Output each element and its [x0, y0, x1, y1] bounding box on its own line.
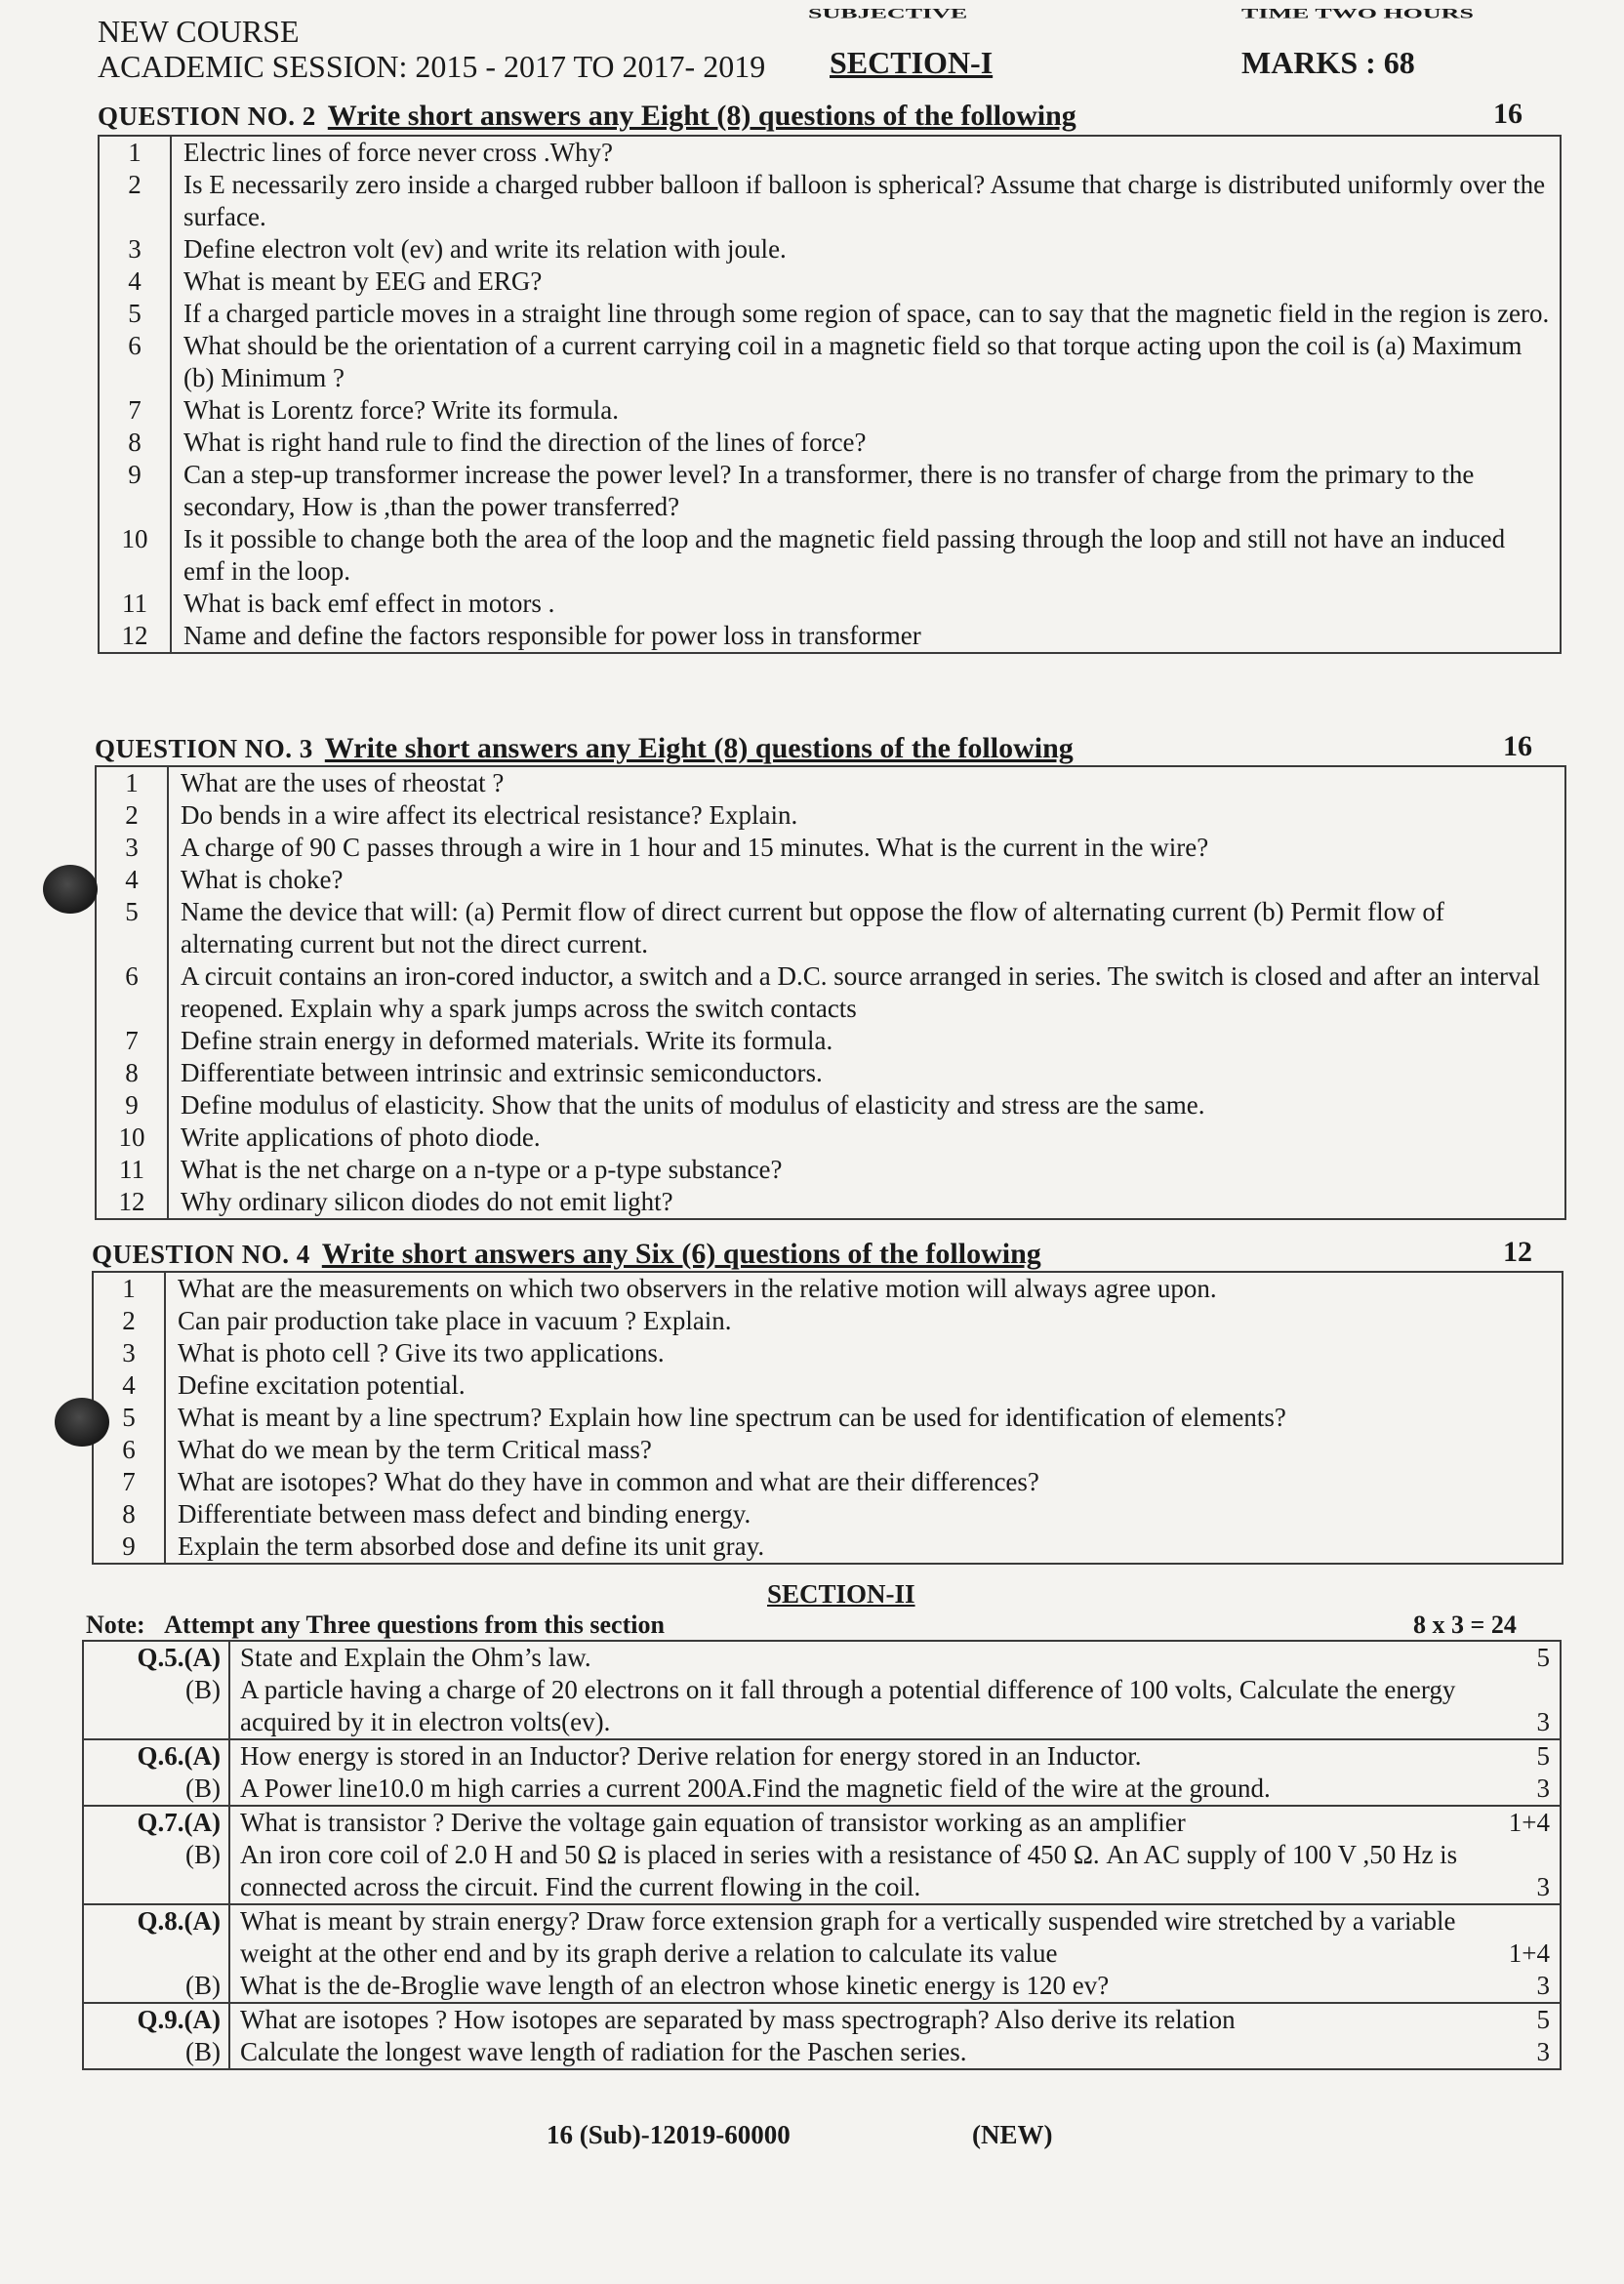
long-question-marks: 3: [1536, 1707, 1550, 1736]
question-text: Define excitation potential.: [178, 1370, 466, 1400]
question-row: [96, 1089, 1565, 1122]
q4-title: Write short answers any Six (6) questions of the following: [321, 1238, 1041, 1270]
question-number: 3: [93, 1337, 165, 1369]
question-number: 6: [96, 960, 168, 1025]
time-label: TIME TWO HOURS: [1241, 5, 1474, 21]
section2-note: [86, 1611, 665, 1640]
long-question-text: An iron core coil of 2.0 H and 50 Ω is placed in series with a resistance of 450 Ω. An AC supply of 100 V ,50 Hz is connected across the circuit. Find the current flowing in the coil.: [240, 1840, 1458, 1901]
question-text: Can pair production take place in vacuum ? Explain.: [178, 1306, 732, 1335]
question-text: A circuit contains an iron-cored inductor, a switch and a D.C. source arranged in series. The switch is closed and after an interval reopened. Explain why a spark jumps across the switch contacts: [181, 961, 1540, 1023]
question-row: [99, 298, 1561, 330]
question-row: [93, 1530, 1563, 1564]
question-number: 2: [99, 169, 171, 233]
question-number: 7: [99, 394, 171, 427]
question-text: Name the device that will: (a) Permit flow of direct current but oppose the flow of alternating current (b) Permit flow of alternating current but not the direct current.: [181, 897, 1444, 958]
question-row: [99, 620, 1561, 653]
question-row: [99, 169, 1561, 233]
q3-question-table: [95, 765, 1566, 1220]
question-text: Differentiate between intrinsic and extrinsic semiconductors.: [181, 1058, 823, 1087]
long-question-row: [83, 1970, 1561, 2003]
question-row: [96, 1186, 1565, 1219]
question-text: Write applications of photo diode.: [181, 1122, 541, 1152]
question-number: 9: [99, 459, 171, 523]
long-question-marks: 5: [1501, 1641, 1561, 1674]
long-question-label: (B): [83, 1773, 229, 1806]
question-text: Differentiate between mass defect and binding energy.: [178, 1499, 751, 1529]
question-number: 3: [96, 832, 168, 864]
long-question-row: [83, 2036, 1561, 2069]
long-question-label: (B): [83, 1839, 229, 1904]
question-text: What are the measurements on which two observers in the relative motion will always agree upon.: [178, 1274, 1217, 1303]
question-number: 9: [96, 1089, 168, 1122]
question-text: Can a step-up transformer increase the power level? In a transformer, there is no transfer of charge from the primary to the secondary, How is ,than the power transferred?: [183, 460, 1475, 521]
question-number: 2: [93, 1305, 165, 1337]
question-text: What are the uses of rheostat ?: [181, 768, 505, 797]
q2-marks: 16: [1493, 98, 1522, 130]
footer-code: 16 (Sub)-12019-60000: [547, 2120, 791, 2149]
question-number: 7: [93, 1466, 165, 1498]
question-row: [93, 1498, 1563, 1530]
long-question-marks: 1+4: [1501, 1904, 1561, 1970]
long-question-row: [83, 1839, 1561, 1904]
question-row: [93, 1305, 1563, 1337]
question-text: Define electron volt (ev) and write its relation with joule.: [183, 234, 787, 264]
question-row: [96, 896, 1565, 960]
question-number: 7: [96, 1025, 168, 1057]
q2-title: Write short answers any Eight (8) questions of the following: [327, 100, 1076, 132]
q3-title: Write short answers any Eight (8) questions of the following: [324, 732, 1074, 764]
question-text: Name and define the factors responsible for power loss in transformer: [183, 621, 921, 650]
q4-question-table: [92, 1271, 1563, 1565]
question-row: [99, 330, 1561, 394]
question-text: What do we mean by the term Critical mass?: [178, 1435, 652, 1464]
question-row: [93, 1466, 1563, 1498]
long-question-text: State and Explain the Ohm’s law.: [229, 1641, 1501, 1674]
long-question-text: A Power line10.0 m high carries a current 200A.Find the magnetic field of the wire at the ground.: [240, 1774, 1271, 1803]
question-text: What should be the orientation of a current carrying coil in a magnetic field so that torque acting upon the coil is (a) Maximum (b) Minimum ?: [183, 331, 1522, 392]
question-number: 6: [93, 1434, 165, 1466]
question-text: Is E necessarily zero inside a charged rubber balloon if balloon is spherical? Assume that charge is distributed uniformly over the surface.: [183, 170, 1546, 231]
question-text: What is photo cell ? Give its two applications.: [178, 1338, 665, 1367]
question-text: What is Lorentz force? Write its formula.: [183, 395, 619, 425]
question-text: What is the net charge on a n-type or a p-type substance?: [181, 1155, 783, 1184]
question-row: [99, 265, 1561, 298]
question-row: [96, 766, 1565, 799]
long-question-label: Q.9.(A): [83, 2003, 229, 2036]
question-number: 8: [96, 1057, 168, 1089]
long-question-text: What is meant by strain energy? Draw force extension graph for a vertically suspended wire stretched by a variable weight at the other end and by its graph derive a relation to calculate its value: [229, 1904, 1501, 1970]
long-question-marks: 5: [1501, 2003, 1561, 2036]
long-question-label: Q.8.(A): [83, 1904, 229, 1970]
question-row: [96, 960, 1565, 1025]
long-question-row: [83, 2003, 1561, 2036]
question-number: 4: [99, 265, 171, 298]
session-label: ACADEMIC SESSION: 2015 - 2017 TO 2017- 2019: [98, 49, 766, 84]
section2-marks: 8 x 3 = 24: [1413, 1611, 1517, 1639]
note-label: Note:: [86, 1611, 145, 1639]
q4-heading: [92, 1238, 1041, 1271]
question-number: 5: [96, 896, 168, 960]
long-question-row: [83, 1641, 1561, 1674]
punch-hole-decoration: [43, 865, 98, 914]
course-label: NEW COURSE: [98, 14, 300, 49]
question-text: Define modulus of elasticity. Show that the units of modulus of elasticity and stress are the same.: [181, 1090, 1205, 1120]
question-row: [93, 1337, 1563, 1369]
q2-heading: [98, 100, 1076, 133]
question-number: 10: [96, 1122, 168, 1154]
question-row: [93, 1402, 1563, 1434]
question-row: [99, 523, 1561, 588]
question-row: [99, 233, 1561, 265]
question-number: 9: [93, 1530, 165, 1564]
long-question-text: What is transistor ? Derive the voltage gain equation of transistor working as an amplifier: [229, 1806, 1501, 1839]
long-question-label: (B): [83, 2036, 229, 2069]
question-number: 1: [99, 136, 171, 169]
long-question-row: [83, 1674, 1561, 1739]
long-question-marks: 3: [1536, 1774, 1550, 1803]
punch-hole-decoration: [55, 1398, 109, 1447]
section2-title: SECTION-II: [767, 1579, 915, 1609]
long-question-label: Q.7.(A): [83, 1806, 229, 1839]
question-row: [96, 832, 1565, 864]
question-text: Electric lines of force never cross .Why?: [183, 138, 614, 167]
question-number: 2: [96, 799, 168, 832]
long-question-marks: 5: [1501, 1739, 1561, 1773]
question-text: What is meant by a line spectrum? Explain how line spectrum can be used for identification of elements?: [178, 1403, 1286, 1432]
long-question-marks: 3: [1536, 1872, 1550, 1901]
question-text: Is it possible to change both the area of the loop and the magnetic field passing through the loop and still not have an induced emf in the loop.: [183, 524, 1506, 586]
question-number: 5: [99, 298, 171, 330]
question-text: What is right hand rule to find the direction of the lines of force?: [183, 428, 867, 457]
question-number: 10: [99, 523, 171, 588]
question-number: 11: [99, 588, 171, 620]
question-row: [96, 1057, 1565, 1089]
long-question-marks: 1+4: [1501, 1806, 1561, 1839]
long-question-text: A particle having a charge of 20 electrons on it fall through a potential difference of 100 volts, Calculate the energy acquired by it in electron volts(ev).: [240, 1675, 1456, 1736]
long-question-row: [83, 1773, 1561, 1806]
q3-heading: [95, 732, 1074, 765]
question-row: [93, 1369, 1563, 1402]
long-question-text: Calculate the longest wave length of radiation for the Paschen series.: [240, 2037, 967, 2066]
question-number: 12: [96, 1186, 168, 1219]
paper-type: SUBJECTIVE: [808, 5, 968, 21]
long-question-text: How energy is stored in an Inductor? Derive relation for energy stored in an Inductor.: [229, 1739, 1501, 1773]
marks-label: MARKS : 68: [1241, 45, 1415, 80]
question-row: [96, 1025, 1565, 1057]
question-row: [96, 864, 1565, 896]
section-title: SECTION-I: [830, 45, 994, 80]
q2-question-table: [98, 135, 1562, 654]
q3-label: QUESTION NO. 3: [95, 734, 313, 763]
question-row: [93, 1272, 1563, 1305]
question-text: What are isotopes? What do they have in common and what are their differences?: [178, 1467, 1039, 1496]
long-question-text: What are isotopes ? How isotopes are separated by mass spectrograph? Also derive its relation: [229, 2003, 1501, 2036]
question-row: [99, 459, 1561, 523]
q3-marks: 16: [1503, 730, 1532, 762]
question-number: 11: [96, 1154, 168, 1186]
question-number: 8: [99, 427, 171, 459]
question-row: [99, 394, 1561, 427]
question-text: Explain the term absorbed dose and define its unit gray.: [178, 1531, 765, 1561]
long-question-marks: 3: [1536, 2037, 1550, 2066]
question-row: [96, 1154, 1565, 1186]
long-question-row: [83, 1739, 1561, 1773]
question-row: [96, 1122, 1565, 1154]
question-text: Define strain energy in deformed materials. Write its formula.: [181, 1026, 833, 1055]
question-number: 5: [93, 1402, 165, 1434]
question-text: What is back emf effect in motors .: [183, 589, 555, 618]
question-number: 1: [96, 766, 168, 799]
q2-label: QUESTION NO. 2: [98, 102, 316, 131]
long-question-row: [83, 1904, 1561, 1970]
question-row: [99, 588, 1561, 620]
question-text: If a charged particle moves in a straight line through some region of space, can to say that the magnetic field in the region is zero.: [183, 299, 1550, 328]
section2-table: [82, 1640, 1562, 2070]
long-question-label: (B): [83, 1970, 229, 2003]
long-question-label: Q.5.(A): [83, 1641, 229, 1674]
question-row: [99, 427, 1561, 459]
question-text: What is meant by EEG and ERG?: [183, 266, 543, 296]
question-row: [99, 136, 1561, 169]
note-text: Attempt any Three questions from this section: [164, 1611, 665, 1639]
question-number: 1: [93, 1272, 165, 1305]
question-number: 12: [99, 620, 171, 653]
question-text: A charge of 90 C passes through a wire in 1 hour and 15 minutes. What is the current in the wire?: [181, 833, 1209, 862]
footer-tag: (NEW): [972, 2120, 1053, 2149]
long-question-text: What is the de-Broglie wave length of an electron whose kinetic energy is 120 ev?: [240, 1971, 1110, 2000]
question-number: 4: [93, 1369, 165, 1402]
question-text: What is choke?: [181, 865, 344, 894]
long-question-marks: 3: [1536, 1971, 1550, 2000]
question-number: 6: [99, 330, 171, 394]
long-question-row: [83, 1806, 1561, 1839]
question-row: [93, 1434, 1563, 1466]
question-text: Do bends in a wire affect its electrical resistance? Explain.: [181, 800, 798, 830]
question-row: [96, 799, 1565, 832]
q4-marks: 12: [1503, 1236, 1532, 1268]
question-number: 4: [96, 864, 168, 896]
long-question-label: Q.6.(A): [83, 1739, 229, 1773]
q4-label: QUESTION NO. 4: [92, 1240, 310, 1269]
question-number: 3: [99, 233, 171, 265]
question-number: 8: [93, 1498, 165, 1530]
question-text: Why ordinary silicon diodes do not emit light?: [181, 1187, 673, 1216]
long-question-label: (B): [83, 1674, 229, 1739]
